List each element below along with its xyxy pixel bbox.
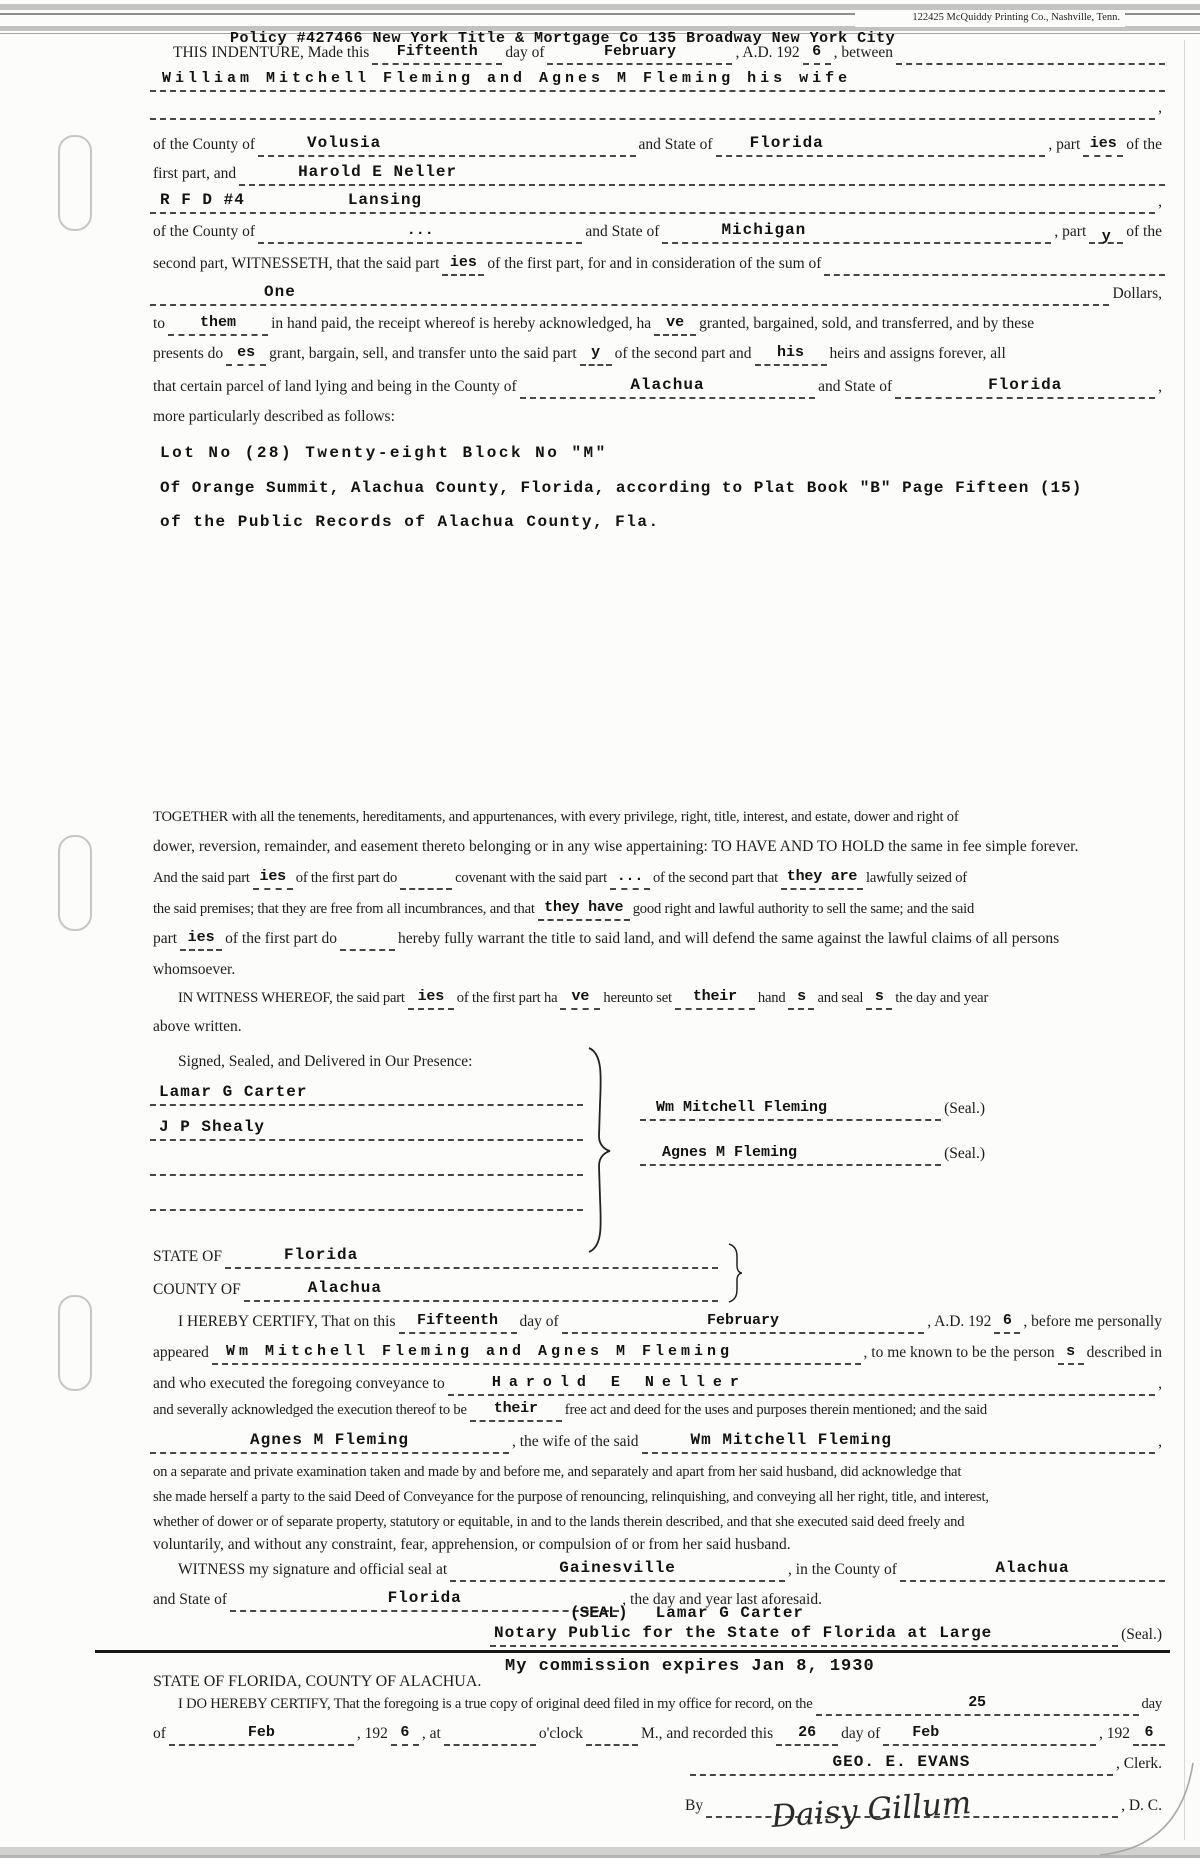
- grantee-line: [150, 162, 1165, 186]
- county2-field: [258, 223, 582, 244]
- sum-field: [150, 285, 1109, 306]
- renounce-label: she made herself a party to the said Deed of Conveyance for the purpose of renouncing, relinquishing, and conveying all her right, title, and interest,: [153, 1489, 989, 1505]
- address-field: [150, 193, 1155, 214]
- do-certify-label: I DO HEREBY CERTIFY, That the foregoing is a true copy of original deed filed in my office for record, on the: [178, 1696, 813, 1712]
- s1-field: [788, 989, 814, 1010]
- consideration-label: of the first part, for and in consideration of the sum of: [487, 255, 822, 272]
- transfer-label: grant, bargain, sell, and transfer unto the said part: [269, 345, 577, 362]
- part-label: , part: [1054, 223, 1087, 240]
- grantors-field: [150, 71, 1165, 92]
- grantee-address-line: [150, 190, 1165, 214]
- follows-label: more particularly described as follows:: [153, 408, 395, 425]
- witness2-line: [150, 1117, 583, 1141]
- presents-label: presents do: [153, 345, 224, 362]
- blank-continuation-line: [150, 96, 1165, 120]
- covenant-label-e: lawfully seized of: [866, 870, 967, 886]
- wife-name-value: Agnes M Fleming: [249, 1431, 410, 1449]
- first-part-county-line: [150, 133, 1165, 157]
- seal-paren-label: (Seal.): [1121, 1626, 1162, 1643]
- blank-fill: [150, 1209, 583, 1211]
- witnesseth-label: second part, WITNESSETH, that the said part: [153, 255, 440, 272]
- clerk-label: , Clerk.: [1115, 1755, 1162, 1772]
- s3-value: s: [1066, 1343, 1076, 1360]
- appeared-label: appeared: [153, 1344, 209, 1361]
- y2-value: y: [591, 344, 601, 361]
- covenant-label-i: hereby fully warrant the title to said land, and will defend the same against the lawful claims of all persons: [398, 930, 1060, 947]
- together-label-1: TOGETHER with all the tenements, hereditaments, and appurtenances, with every privilege, right, title, interest, and estate, dower and right of: [153, 809, 959, 825]
- address-city-value: Lansing: [347, 191, 423, 209]
- witness-blank-line: [150, 1187, 583, 1211]
- notary-seal-stamp: (SEAL): [570, 1604, 628, 1622]
- cert-year-field: [994, 1313, 1020, 1334]
- appeared-names-field: [212, 1344, 861, 1365]
- county2-dots-value: ...: [406, 222, 434, 239]
- page-edge-line: [1184, 40, 1185, 1840]
- voluntarily-line: [150, 1533, 1165, 1557]
- in-witness-label-b: of the first part ha: [456, 990, 558, 1006]
- their1-value: their: [692, 988, 737, 1005]
- witness2-field: [150, 1120, 583, 1141]
- follows-line: [150, 405, 1165, 429]
- printer-imprint: 122425 McQuiddy Printing Co., Nashville, Tenn.: [912, 12, 1120, 23]
- ack-state-field: [225, 1248, 718, 1269]
- grantor-sig1-field: [640, 1100, 941, 1121]
- above-written-label: above written.: [153, 1018, 242, 1035]
- deputy-signature-line: [682, 1778, 1165, 1835]
- witness-blank-line: [150, 1152, 583, 1176]
- state-of-line: [150, 1245, 718, 1269]
- comma-label: ,: [1158, 193, 1162, 210]
- wife-line: [150, 1430, 1165, 1454]
- inhand-line: [150, 312, 1165, 336]
- dollars-label: Dollars,: [1112, 285, 1162, 302]
- of-label: of: [153, 1725, 166, 1742]
- clerk-name-value: GEO. E. EVANS: [832, 1753, 971, 1771]
- state-of-label: and State of: [585, 223, 660, 240]
- witness-seal-line: [175, 1558, 1165, 1582]
- record-date-line: [150, 1722, 1165, 1746]
- seal-paren-label: (Seal.): [944, 1145, 985, 1162]
- conveyed-to-field: [448, 1375, 1155, 1396]
- of-the-label: of the: [1126, 223, 1162, 240]
- seal-city-field: [450, 1561, 785, 1582]
- month-made-value: February: [603, 43, 676, 60]
- of-the-label: of the: [1126, 136, 1162, 153]
- county1-value: Volusia: [307, 134, 382, 152]
- cert-day-value: Fifteenth: [417, 1312, 499, 1329]
- grantor-sig1-value: Wm Mitchell Fleming: [656, 1099, 828, 1116]
- certify-line: [175, 1310, 1165, 1334]
- witness1-line: [150, 1082, 583, 1106]
- s1-value: s: [797, 988, 806, 1005]
- witnesseth-line: [150, 252, 1165, 276]
- state2-value: Michigan: [721, 221, 807, 239]
- recorded-year-field: [1133, 1725, 1165, 1746]
- recorded-label: M., and recorded this: [640, 1725, 774, 1742]
- do-certify-line: [175, 1692, 1165, 1716]
- hand-label: hand: [757, 990, 786, 1006]
- presents-line: [150, 342, 1165, 366]
- party-y-value: y: [1101, 228, 1111, 245]
- heirs-label: heirs and assigns forever, all: [829, 345, 1006, 362]
- day-year-label: the day and year: [895, 990, 989, 1006]
- clerk-signature-line: [690, 1752, 1165, 1776]
- section-divider-rule: [95, 1650, 1170, 1653]
- deputy-signature-handwriting: Daisy Gillum: [770, 1785, 973, 1835]
- witness1-value: Lamar G Carter: [159, 1083, 308, 1101]
- clerk-heading-line: [150, 1670, 484, 1694]
- them-value: them: [200, 314, 237, 331]
- between-label: , between: [833, 44, 894, 61]
- grantor-sig2-field: [640, 1145, 941, 1166]
- cert-month-field: [562, 1313, 925, 1334]
- ies3-value: ies: [259, 868, 286, 885]
- blank-fill: [150, 118, 1155, 120]
- ve1-value: ve: [666, 314, 685, 331]
- at-label: , at: [421, 1725, 441, 1742]
- blank-time-field: [444, 1744, 536, 1746]
- together-line-2: [150, 835, 1165, 859]
- renounce-line: [150, 1485, 1165, 1509]
- ack-county-field: [244, 1281, 718, 1302]
- known-label-a: , to me known to be the person: [863, 1344, 1055, 1361]
- state-of-label: and State of: [818, 378, 893, 395]
- second-part-and-label: of the second part and: [614, 345, 752, 362]
- comma-label: ,: [1158, 378, 1162, 395]
- record-year-field: [391, 1725, 419, 1746]
- covenant-line-2: [150, 897, 1165, 921]
- severally-line: [150, 1398, 1165, 1422]
- together-line-1: [150, 805, 1165, 829]
- party-y-field: [1089, 223, 1123, 244]
- signature-brace: [585, 1046, 613, 1256]
- presence-line: [175, 1050, 475, 1074]
- state-of-label: and State of: [638, 136, 713, 153]
- witness-seal-label-a: WITNESS my signature and official seal at: [178, 1561, 448, 1578]
- y2-field: [580, 345, 612, 366]
- binder-hole: [58, 1295, 92, 1391]
- in-witness-line: [175, 986, 1165, 1010]
- by-label: By: [685, 1797, 704, 1814]
- comma-label: ,: [1158, 1433, 1162, 1450]
- severally-label-a: and severally acknowledged the execution thereof to be: [153, 1402, 467, 1418]
- blank-fill: [400, 888, 452, 890]
- witness1-field: [150, 1085, 583, 1106]
- in-witness-label-a: IN WITNESS WHEREOF, the said part: [178, 990, 405, 1006]
- ack-state-value: Florida: [283, 1246, 359, 1264]
- inhand-label: in hand paid, the receipt whereof is hereby acknowledged, ha: [271, 315, 652, 332]
- address-rfd-value: R F D #4: [160, 191, 245, 209]
- witness-seal-label-b: , in the County of: [788, 1561, 897, 1578]
- c192-label: , 192: [1099, 1725, 1130, 1742]
- es-value: es: [237, 344, 256, 361]
- ies2-field: [442, 255, 484, 276]
- state1-field: [716, 136, 1046, 157]
- ies5-value: ies: [417, 988, 444, 1005]
- grantor-sig1-line: [640, 1097, 988, 1121]
- grantors-line: [150, 68, 1165, 92]
- clerk-heading-label: STATE OF FLORIDA, COUNTY OF ALACHUA.: [153, 1673, 482, 1690]
- blank-meridiem-field: [586, 1744, 638, 1746]
- dc-label: , D. C.: [1121, 1797, 1162, 1814]
- grantor-sig2-line: [640, 1142, 988, 1166]
- seal-county-value: Alachua: [995, 1559, 1070, 1577]
- certify-label-a: I HEREBY CERTIFY, That on this: [178, 1313, 396, 1330]
- personally-label: , before me personally: [1023, 1313, 1162, 1330]
- comma-label: ,: [1158, 99, 1162, 116]
- second-part-county-line: [150, 220, 1165, 244]
- recorded-year-value: 6: [1144, 1724, 1154, 1741]
- county3-field: [520, 378, 815, 399]
- dots2-value: ...: [616, 868, 644, 885]
- husband-name-value: Wm Mitchell Fleming: [690, 1431, 892, 1449]
- ve2-field: [560, 989, 600, 1010]
- grantor-sig2-value: Agnes M Fleming: [662, 1144, 798, 1161]
- seal-county-field: [900, 1561, 1165, 1582]
- commission-line: My commission expires Jan 8, 1930: [505, 1657, 875, 1676]
- ies3-field: [253, 869, 293, 890]
- month-made-field: [547, 44, 732, 65]
- day-of-label: day of: [841, 1725, 881, 1742]
- conveyance-line: [150, 1372, 1165, 1396]
- they-are-value: they are: [786, 868, 858, 885]
- recorded-day-value: 26: [798, 1724, 817, 1741]
- record-day-field: [816, 1695, 1139, 1716]
- conveyance-label: and who executed the foregoing conveyance to: [153, 1375, 445, 1392]
- wife-of-label: , the wife of the said: [512, 1433, 639, 1450]
- covenant-label-b: of the first part do: [295, 870, 398, 886]
- binder-hole: [58, 135, 92, 231]
- ies1-value: ies: [1089, 135, 1117, 152]
- state2-field: [662, 223, 1051, 244]
- they-are-field: [781, 869, 863, 890]
- indenture-label: THIS INDENTURE, Made this: [173, 44, 370, 61]
- county-of-heading: COUNTY OF: [153, 1281, 241, 1298]
- notary-title-line: [490, 1623, 1165, 1647]
- c192-label: , 192: [356, 1725, 388, 1742]
- county1-field: [258, 136, 635, 157]
- s2-value: s: [874, 988, 884, 1005]
- s2-field: [866, 989, 892, 1010]
- their2-field: [470, 1401, 562, 1422]
- whomsoever-label: whomsoever.: [153, 961, 236, 978]
- blank-fill: [896, 63, 1165, 65]
- first-part-and-label: first part, and: [153, 165, 237, 182]
- notary-name-value: Lamar G Carter: [655, 1604, 805, 1622]
- s3-field: [1058, 1344, 1084, 1365]
- covenant-label-c: covenant with the said part: [455, 870, 607, 886]
- above-written-line: [150, 1015, 1165, 1039]
- state3-field: [895, 378, 1155, 399]
- year-made-value: 6: [812, 43, 822, 60]
- blank-fill: [150, 1174, 583, 1176]
- covenant-label-d: of the second part that: [652, 870, 779, 886]
- cert-year-value: 6: [1002, 1312, 1012, 1329]
- husband-name-field: [642, 1433, 1156, 1454]
- day-label: day: [1141, 1696, 1162, 1712]
- blank-fill: [340, 949, 395, 951]
- state-of-heading: STATE OF: [153, 1248, 222, 1265]
- covenant-line-3: [150, 927, 1165, 951]
- ack-county-value: Alachua: [307, 1279, 382, 1297]
- record-month-value: Feb: [247, 1724, 275, 1741]
- parcel-label: that certain parcel of land lying and being in the County of: [153, 378, 517, 395]
- record-month-field: [169, 1725, 354, 1746]
- comma-label: ,: [1158, 1375, 1162, 1392]
- bottom-scan-line: [0, 1855, 1200, 1858]
- dots2-field: [610, 869, 650, 890]
- aforesaid-label: , the day and year last aforesaid.: [622, 1591, 822, 1608]
- blank-fill: [824, 274, 1165, 276]
- covenant-label-f: the said premises; that they are free from all incumbrances, and that: [153, 901, 535, 917]
- appeared-names-value: Wm Mitchell Fleming and Agnes M Fleming: [225, 1343, 733, 1360]
- their2-value: their: [493, 1400, 538, 1417]
- his-field: [755, 345, 827, 366]
- indenture-line: [170, 41, 1165, 65]
- description-line-3: of the Public Records of Alachua County, Fla.: [160, 513, 660, 531]
- conveyed-to-value: Harold E Neller: [491, 1374, 747, 1391]
- dower-label: whether of dower or of separate property, statutory or equitable, in and to the lands therein described, and that she executed said deed freely and: [153, 1514, 965, 1530]
- known-label-b: described in: [1086, 1344, 1162, 1361]
- them-field: [168, 315, 268, 336]
- oclock-label: o'clock: [538, 1725, 583, 1742]
- year-made-field: [803, 44, 831, 65]
- county3-value: Alachua: [630, 376, 705, 394]
- their1-field: [675, 989, 755, 1010]
- wife-name-field: [150, 1433, 509, 1454]
- seal-paren-label: (Seal.): [944, 1100, 985, 1117]
- ies4-field: [180, 930, 222, 951]
- description-line-1: Lot No (28) Twenty-eight Block No "M": [160, 444, 608, 462]
- covenant-label-h: part: [153, 930, 178, 947]
- sum-value: One: [264, 283, 296, 301]
- ies5-field: [408, 989, 454, 1010]
- county-of-label: of the County of: [153, 223, 256, 240]
- ve2-value: ve: [571, 988, 590, 1005]
- whomsoever-line: [150, 958, 1165, 982]
- description-line-2: Of Orange Summit, Alachua County, Florida, according to Plat Book "B" Page Fifteen (15): [160, 479, 1083, 497]
- county-of-line: [150, 1278, 718, 1302]
- day-made-value: Fifteenth: [396, 43, 478, 60]
- covenant-line-1: [150, 866, 1165, 890]
- sum-line: [150, 282, 1165, 306]
- covenant-label-a: And the said part: [153, 870, 250, 886]
- notary-title-value: Notary Public for the State of Florida at Large: [494, 1624, 993, 1642]
- grantee-field: [239, 165, 1165, 186]
- ad-192-label: , A.D. 192: [735, 44, 800, 61]
- binder-hole: [58, 835, 92, 931]
- they-have-field: [538, 900, 630, 921]
- dower-line: [150, 1510, 1165, 1534]
- witness2-value: J P Shealy: [159, 1118, 266, 1136]
- seal-label: and seal: [817, 990, 864, 1006]
- and-state-of-label: and State of: [153, 1591, 228, 1608]
- parcel-line: [150, 375, 1165, 399]
- bottom-scan-band: [0, 1847, 1200, 1855]
- day-of-label: day of: [519, 1313, 559, 1330]
- in-witness-label-c: hereunto set: [603, 990, 672, 1006]
- ies2-value: ies: [449, 254, 477, 271]
- notary-seal-signature: [570, 1602, 804, 1624]
- his-value: his: [777, 344, 805, 361]
- state-county-brace: [727, 1243, 745, 1305]
- cert-month-value: February: [706, 1312, 779, 1329]
- record-day-value: 25: [968, 1694, 986, 1711]
- part-label: , part: [1048, 136, 1081, 153]
- covenant-label-g: good right and lawful authority to sell the same; and the said: [632, 901, 975, 917]
- ies4-value: ies: [187, 929, 215, 946]
- covenant-label-b2: of the first part do: [225, 930, 338, 947]
- appeared-line: [150, 1341, 1165, 1365]
- state1-value: Florida: [749, 134, 824, 152]
- seal-state-value: Florida: [387, 1589, 462, 1607]
- granted-label: granted, bargained, sold, and transferred, and by these: [699, 315, 1035, 332]
- seal-city-value: Gainesville: [559, 1559, 676, 1577]
- cert-day-field: [399, 1313, 517, 1334]
- ve1-field: [654, 315, 696, 336]
- severally-label-b: free act and deed for the uses and purposes therein mentioned; and the said: [564, 1402, 988, 1418]
- together-label-2: dower, reversion, remainder, and easement thereto belonging or in any wise appertaining: TO HAVE AND TO HOLD the same in fee simple forever.: [153, 838, 1079, 855]
- seal-state-field: [230, 1591, 619, 1612]
- day-of-label: day of: [505, 44, 545, 61]
- separate-exam-label: on a separate and private examination taken and made by and before me, and separately and apart from her said husband, did acknowledge that: [153, 1464, 962, 1480]
- day-made-field: [372, 44, 502, 65]
- notary-title-field: [490, 1626, 1118, 1647]
- to-label: to: [153, 315, 166, 332]
- es-field: [226, 345, 266, 366]
- state3-value: Florida: [988, 376, 1063, 394]
- clerk-name-field: [690, 1755, 1113, 1776]
- recorded-month-value: Feb: [912, 1724, 940, 1741]
- voluntarily-label: voluntarily, and without any constraint, fear, apprehension, or compulsion of or from her said husband.: [153, 1536, 791, 1553]
- presence-label: Signed, Sealed, and Delivered in Our Presence:: [178, 1053, 473, 1070]
- grantee-value: Harold E Neller: [298, 163, 458, 181]
- policy-header: Policy #427466 New York Title & Mortgage Co 135 Broadway New York City: [230, 30, 896, 47]
- ad-192-label: , A.D. 192: [927, 1313, 992, 1330]
- ies1-field: [1083, 136, 1123, 157]
- separate-exam-line: [150, 1460, 1165, 1484]
- deputy-signature-field: [706, 1785, 1118, 1835]
- recorded-month-field: [883, 1725, 1096, 1746]
- county-of-label: of the County of: [153, 136, 256, 153]
- recorded-day-field: [776, 1725, 838, 1746]
- record-year-value: 6: [400, 1724, 410, 1741]
- grantors-value: William Mitchell Fleming and Agnes M Fleming his wife: [162, 70, 852, 87]
- they-have-value: they have: [544, 899, 624, 916]
